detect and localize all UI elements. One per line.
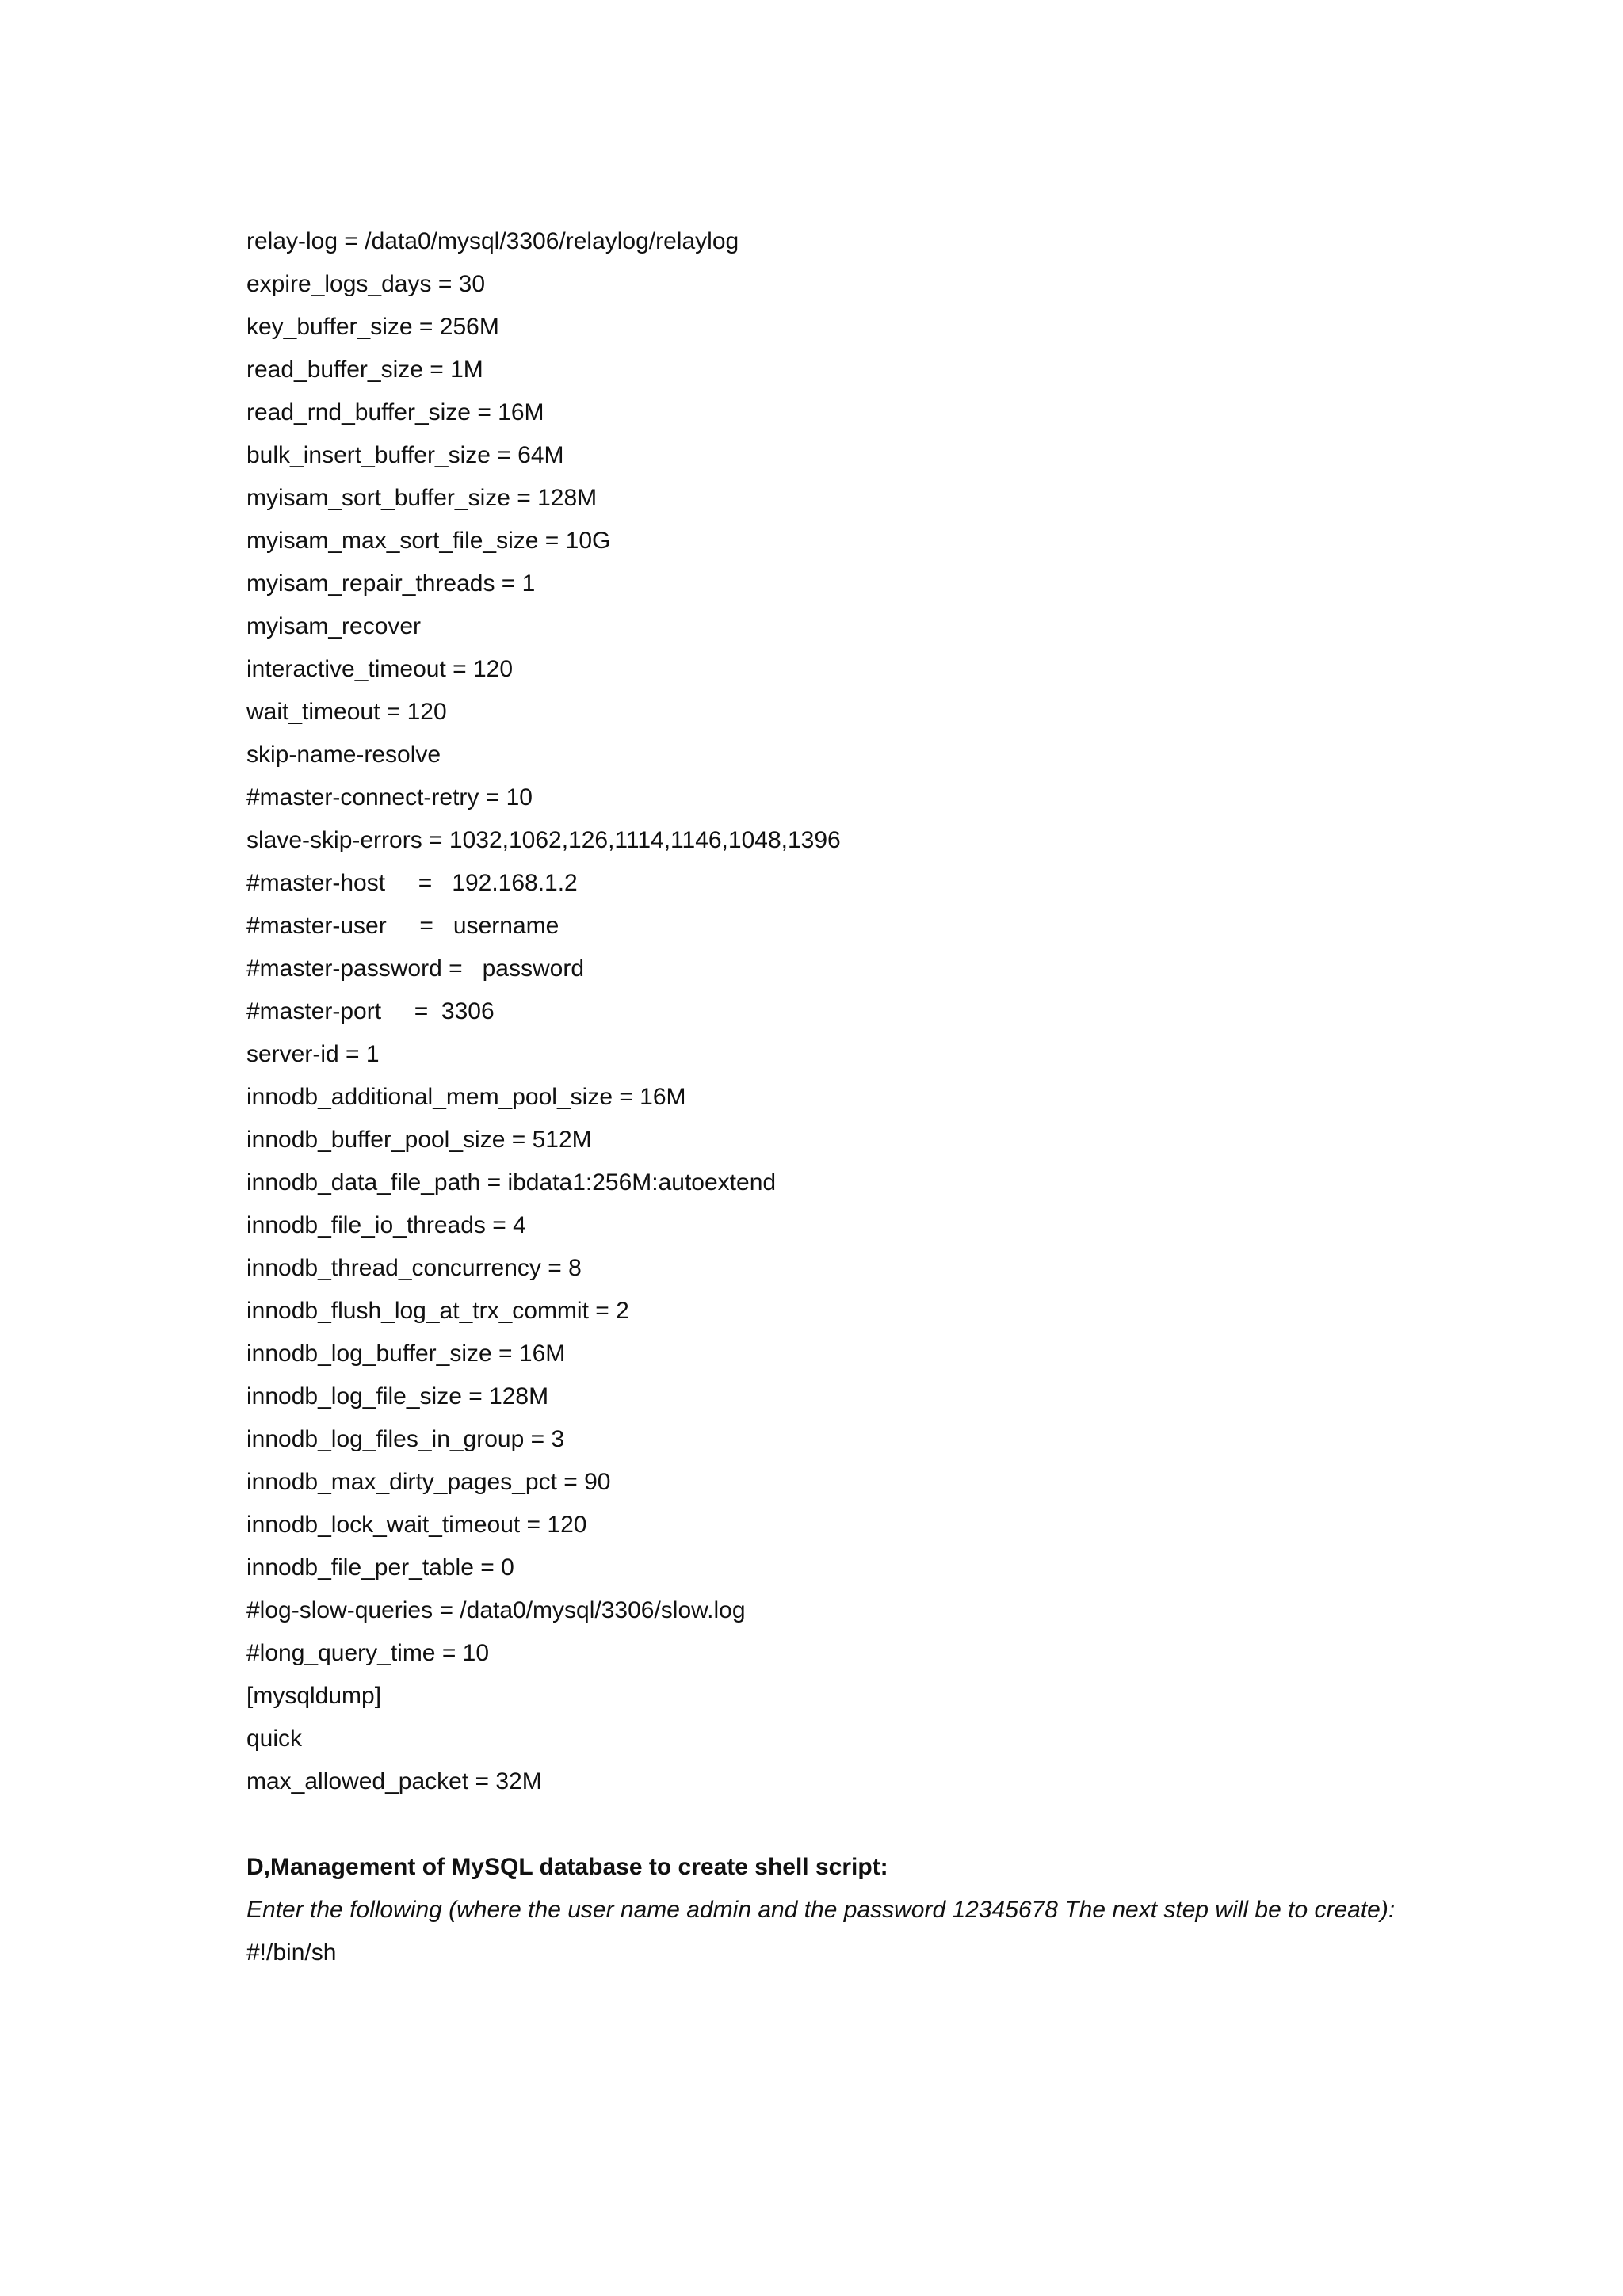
config-line: #master-host = 192.168.1.2	[246, 870, 578, 896]
config-line: innodb_file_per_table = 0	[246, 1554, 514, 1581]
config-line: wait_timeout = 120	[246, 699, 447, 725]
config-line: myisam_repair_threads = 1	[246, 570, 536, 597]
config-line: skip-name-resolve	[246, 742, 441, 768]
config-line: #master-port = 3306	[246, 998, 495, 1024]
config-line: #long_query_time = 10	[246, 1640, 490, 1666]
config-line: innodb_file_io_threads = 4	[246, 1212, 526, 1238]
config-line: innodb_additional_mem_pool_size = 16M	[246, 1084, 686, 1110]
config-line: innodb_flush_log_at_trx_commit = 2	[246, 1298, 629, 1324]
config-line: myisam_recover	[246, 613, 422, 639]
config-line: interactive_timeout = 120	[246, 656, 514, 682]
config-line: innodb_buffer_pool_size = 512M	[246, 1127, 592, 1153]
config-line: innodb_thread_concurrency = 8	[246, 1255, 582, 1281]
config-line: myisam_max_sort_file_size = 10G	[246, 528, 611, 554]
config-block	[246, 220, 1396, 1803]
document-body	[246, 220, 1396, 1974]
config-line: max_allowed_packet = 32M	[246, 1768, 542, 1794]
config-line: #log-slow-queries = /data0/mysql/3306/slow.log	[246, 1597, 746, 1623]
config-line: innodb_data_file_path = ibdata1:256M:autoextend	[246, 1169, 777, 1196]
config-line: server-id = 1	[246, 1041, 380, 1067]
shebang-line: #!/bin/sh	[246, 1939, 337, 1966]
config-line: innodb_lock_wait_timeout = 120	[246, 1512, 587, 1538]
config-line: #master-connect-retry = 10	[246, 784, 533, 810]
section-heading: D,Management of MySQL database to create shell script:	[246, 1854, 888, 1880]
config-line: myisam_sort_buffer_size = 128M	[246, 485, 598, 511]
config-line: key_buffer_size = 256M	[246, 314, 499, 340]
config-line: relay-log = /data0/mysql/3306/relaylog/relaylog	[246, 228, 739, 254]
config-line: innodb_log_files_in_group = 3	[246, 1426, 565, 1452]
config-line: quick	[246, 1726, 303, 1752]
config-line: innodb_log_buffer_size = 16M	[246, 1341, 566, 1367]
config-line: #master-password = password	[246, 955, 585, 982]
config-line: innodb_log_file_size = 128M	[246, 1383, 549, 1409]
config-line: read_buffer_size = 1M	[246, 357, 483, 383]
config-line: #master-user = username	[246, 913, 559, 939]
config-line: expire_logs_days = 30	[246, 271, 486, 297]
config-line: bulk_insert_buffer_size = 64M	[246, 442, 564, 468]
config-line: innodb_max_dirty_pages_pct = 90	[246, 1469, 611, 1495]
section-instruction: Enter the following (where the user name admin and the password 12345678 The next step will be to create):	[246, 1897, 1396, 1923]
config-line: [mysqldump]	[246, 1683, 382, 1709]
paragraph-gap	[246, 1803, 1396, 1846]
config-line: slave-skip-errors = 1032,1062,126,1114,1146,1048,1396	[246, 827, 841, 853]
config-line: read_rnd_buffer_size = 16M	[246, 399, 544, 425]
